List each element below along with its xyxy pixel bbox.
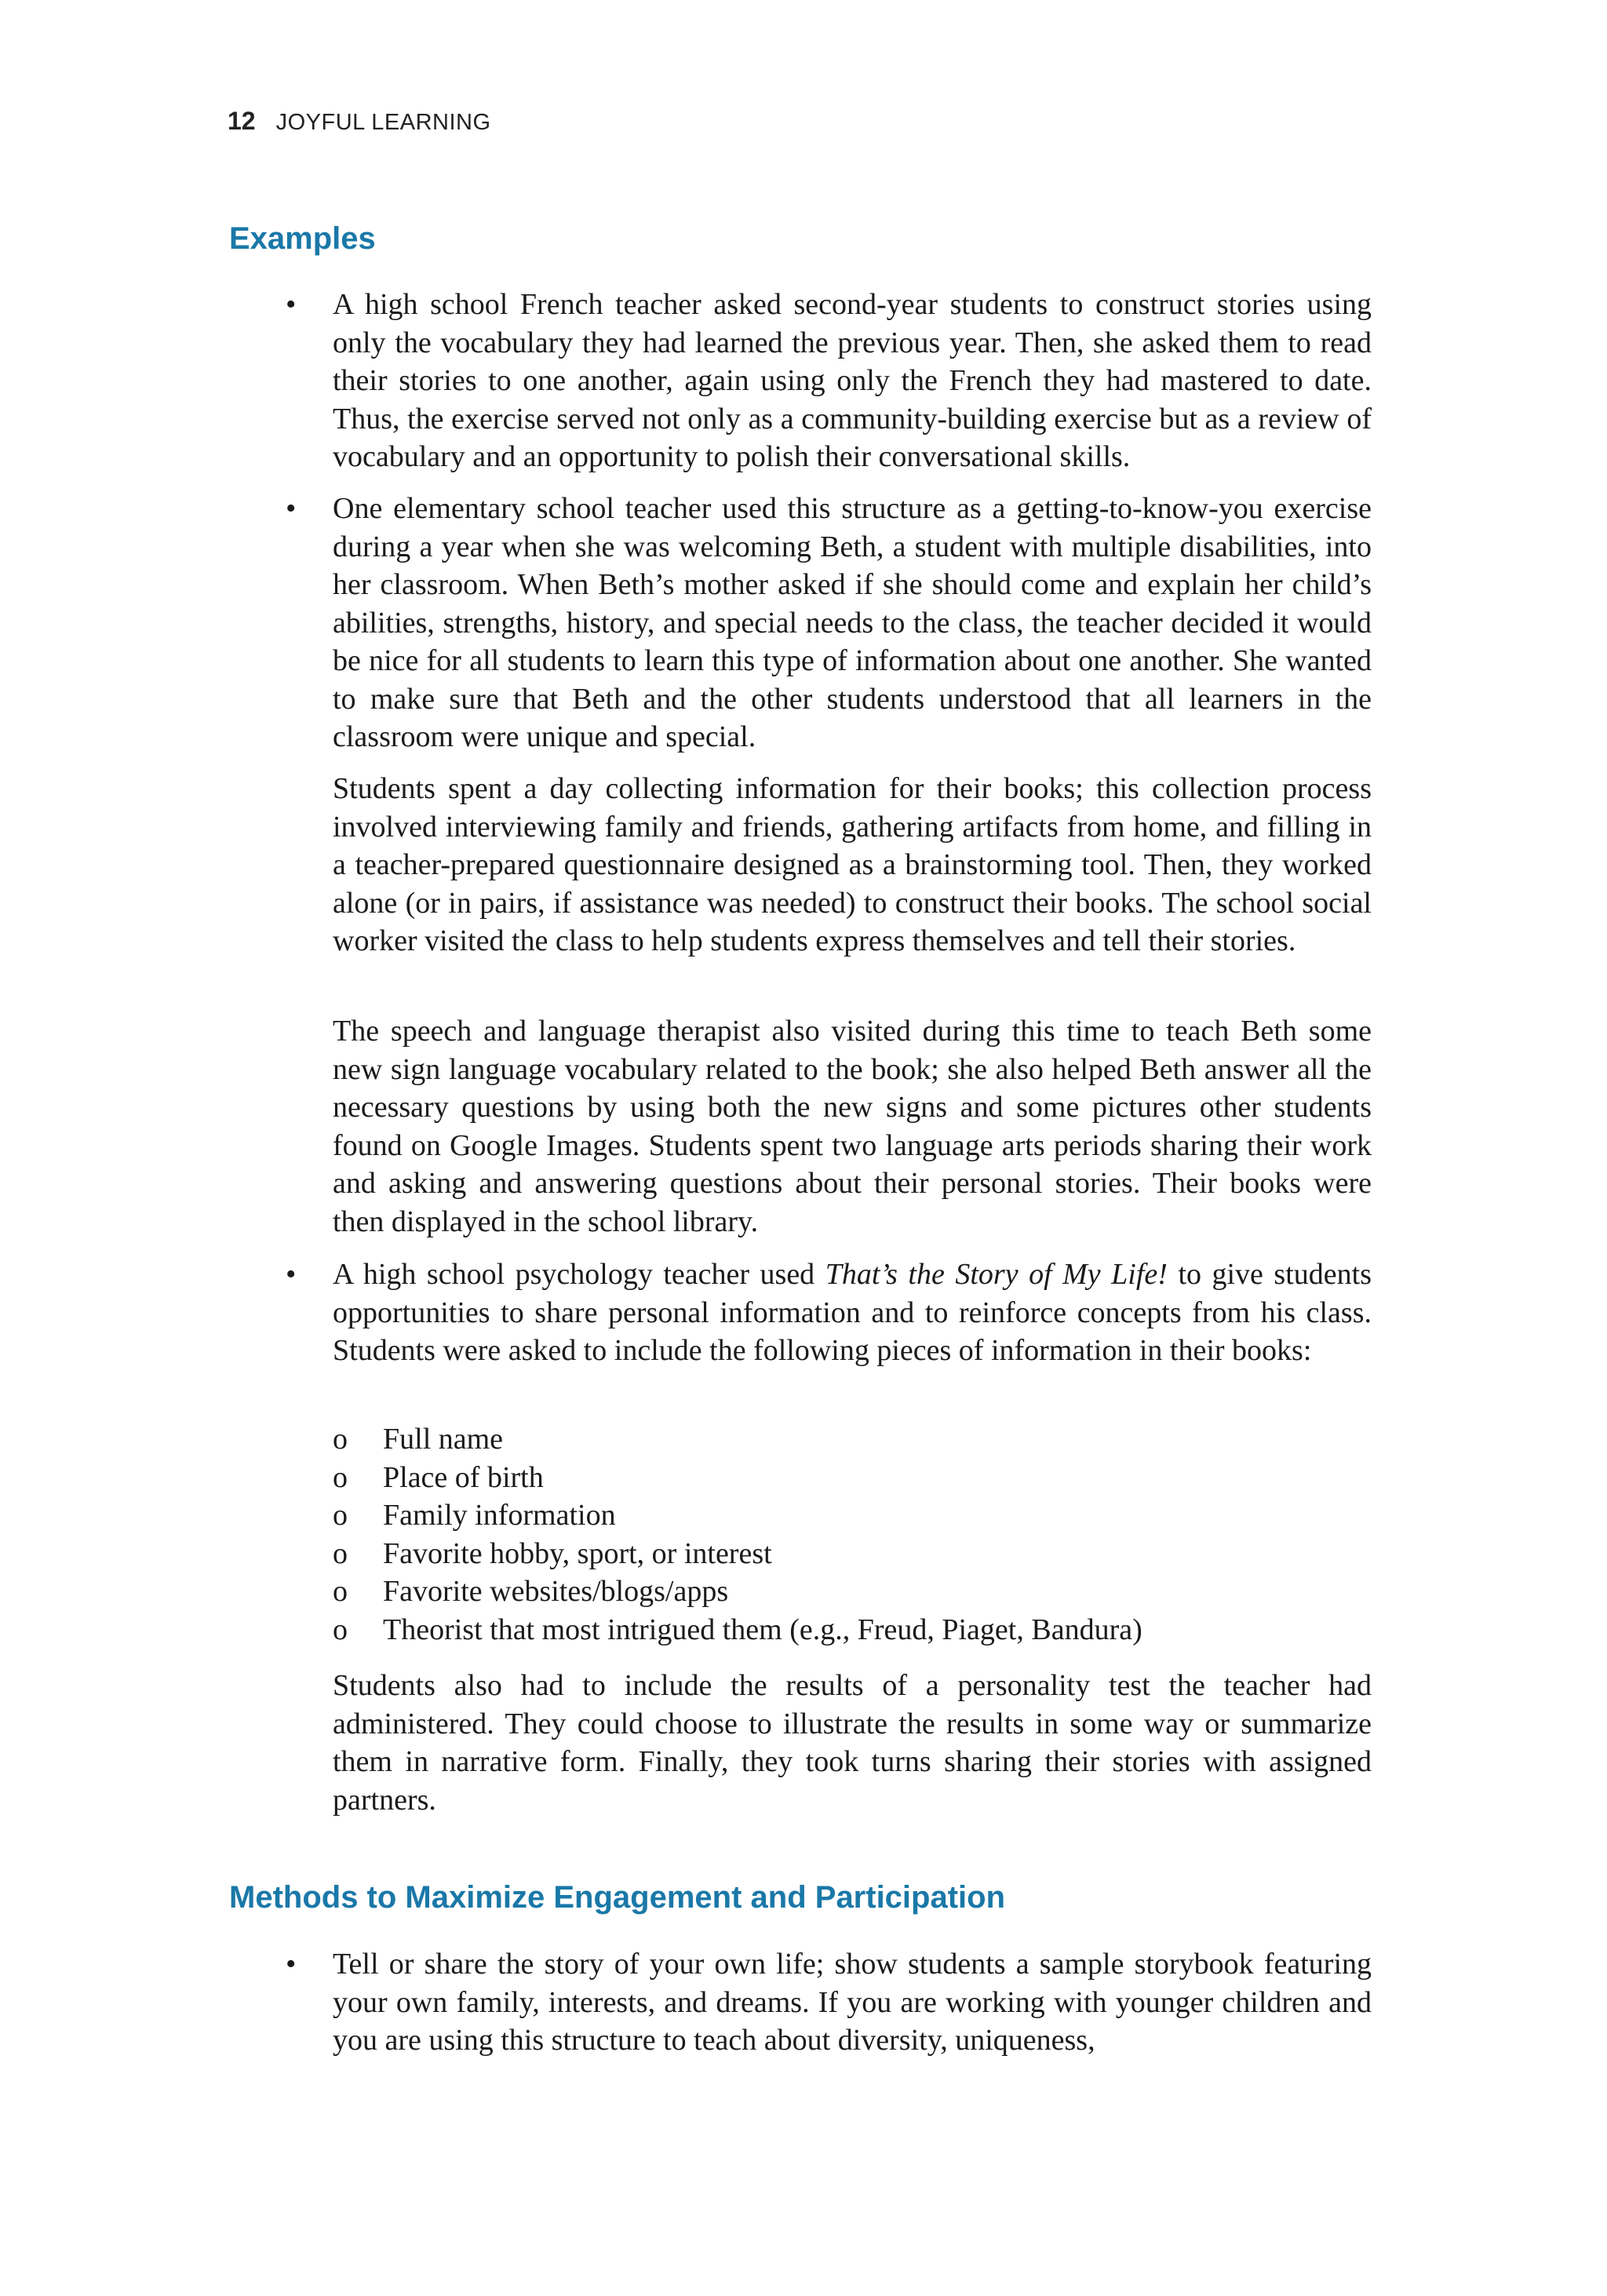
example-bullet-psychology-teacher bbox=[286, 1256, 1372, 1370]
example-paragraph-speech-therapist: The speech and language therapist also visited during this time to teach Beth some new sign language vocabulary related to the book; she also helped Beth answer all the necessary questions by using both the new signs and some pictures other students found on Google Images. Students spent two language arts periods sharing their work and asking and answering questions about their personal stories. Their books were then displayed in the school library. bbox=[333, 1015, 1372, 1238]
circle-bullet-icon: o bbox=[333, 1423, 348, 1456]
example-text-after-title: to give students opportunities to share personal information and to reinforce concepts from his class. Students were asked to include the following pieces of information in their books: bbox=[333, 1258, 1372, 1367]
list-item-text: Favorite hobby, sport, or interest bbox=[383, 1536, 772, 1570]
list-item-text: Favorite websites/blogs/apps bbox=[383, 1575, 729, 1608]
section-heading-methods: Methods to Maximize Engagement and Participation bbox=[229, 1880, 1006, 1915]
example-paragraph-personality-test: Students also had to include the results of a personality test the teacher had administered. They could choose to illustrate the results in some way or summarize them in narrative form. Finally, they took turns sharing their stories with assigned partners. bbox=[333, 1669, 1372, 1817]
list-item bbox=[333, 1535, 1372, 1573]
example-paragraph-collection-process: Students spent a day collecting information for their books; this collection process involved interviewing family and friends, gathering artifacts from home, and filling in a teacher-prepared questionnaire designed as a brainstorming tool. Then, they worked alone (or in pairs, if assistance was needed) to construct their books. The school social worker visited the class to help students express themselves and tell their stories. bbox=[333, 772, 1372, 957]
method-text: Tell or share the story of your own life; show students a sample storybook featuring your own family, interests, and dreams. If you are working with younger children and you are using this structure to teach about diversity, uniqueness, bbox=[333, 1948, 1372, 2057]
page-number: 12 bbox=[228, 107, 256, 135]
example-bullet-french-teacher bbox=[286, 286, 1372, 476]
list-item-text: Family information bbox=[383, 1499, 616, 1532]
method-bullet-share-story bbox=[286, 1945, 1372, 2060]
section-heading-examples: Examples bbox=[229, 221, 376, 256]
circle-bullet-icon: o bbox=[333, 1499, 348, 1532]
bullet-icon: • bbox=[286, 288, 297, 321]
example-bullet-elementary-teacher bbox=[286, 490, 1372, 756]
list-item bbox=[333, 1611, 1372, 1649]
list-item-text: Full name bbox=[383, 1423, 504, 1456]
circle-bullet-icon: o bbox=[333, 1536, 348, 1570]
list-item bbox=[333, 1459, 1372, 1497]
running-head-title: JOYFUL LEARNING bbox=[275, 110, 491, 135]
running-head bbox=[228, 107, 491, 136]
list-item bbox=[333, 1496, 1372, 1535]
example-text-before-title: A high school psychology teacher used bbox=[333, 1258, 825, 1291]
list-item-text: Theorist that most intrigued them (e.g., Freud, Piaget, Bandura) bbox=[383, 1613, 1142, 1646]
information-checklist bbox=[333, 1420, 1372, 1649]
book-title: That’s the Story of My Life! bbox=[825, 1258, 1168, 1291]
circle-bullet-icon: o bbox=[333, 1460, 348, 1494]
bullet-icon: • bbox=[286, 492, 297, 525]
bullet-icon: • bbox=[286, 1948, 297, 1981]
bullet-icon: • bbox=[286, 1258, 297, 1291]
list-item-text: Place of birth bbox=[383, 1460, 544, 1494]
list-item bbox=[333, 1420, 1372, 1459]
example-text: One elementary school teacher used this structure as a getting-to-know-you exercise during a year when she was welcoming Beth, a student with multiple disabilities, into her classroom. When Beth’s mother asked if she should come and explain her child’s abilities, strengths, history, and special needs to the class, the teacher decided it would be nice for all students to learn this type of information about one another. She wanted to make sure that Beth and the other students understood that all learners in the classroom were unique and special. bbox=[333, 492, 1372, 753]
circle-bullet-icon: o bbox=[333, 1575, 348, 1608]
list-item bbox=[333, 1573, 1372, 1611]
circle-bullet-icon: o bbox=[333, 1613, 348, 1646]
example-text: A high school French teacher asked second-year students to construct stories using only the vocabulary they had learned the previous year. Then, she asked them to read their stories to one another, again using only the French they had mastered to date. Thus, the exercise served not only as a community-building exercise but as a review of vocabulary and an opportunity to polish their conversational skills. bbox=[333, 288, 1372, 473]
